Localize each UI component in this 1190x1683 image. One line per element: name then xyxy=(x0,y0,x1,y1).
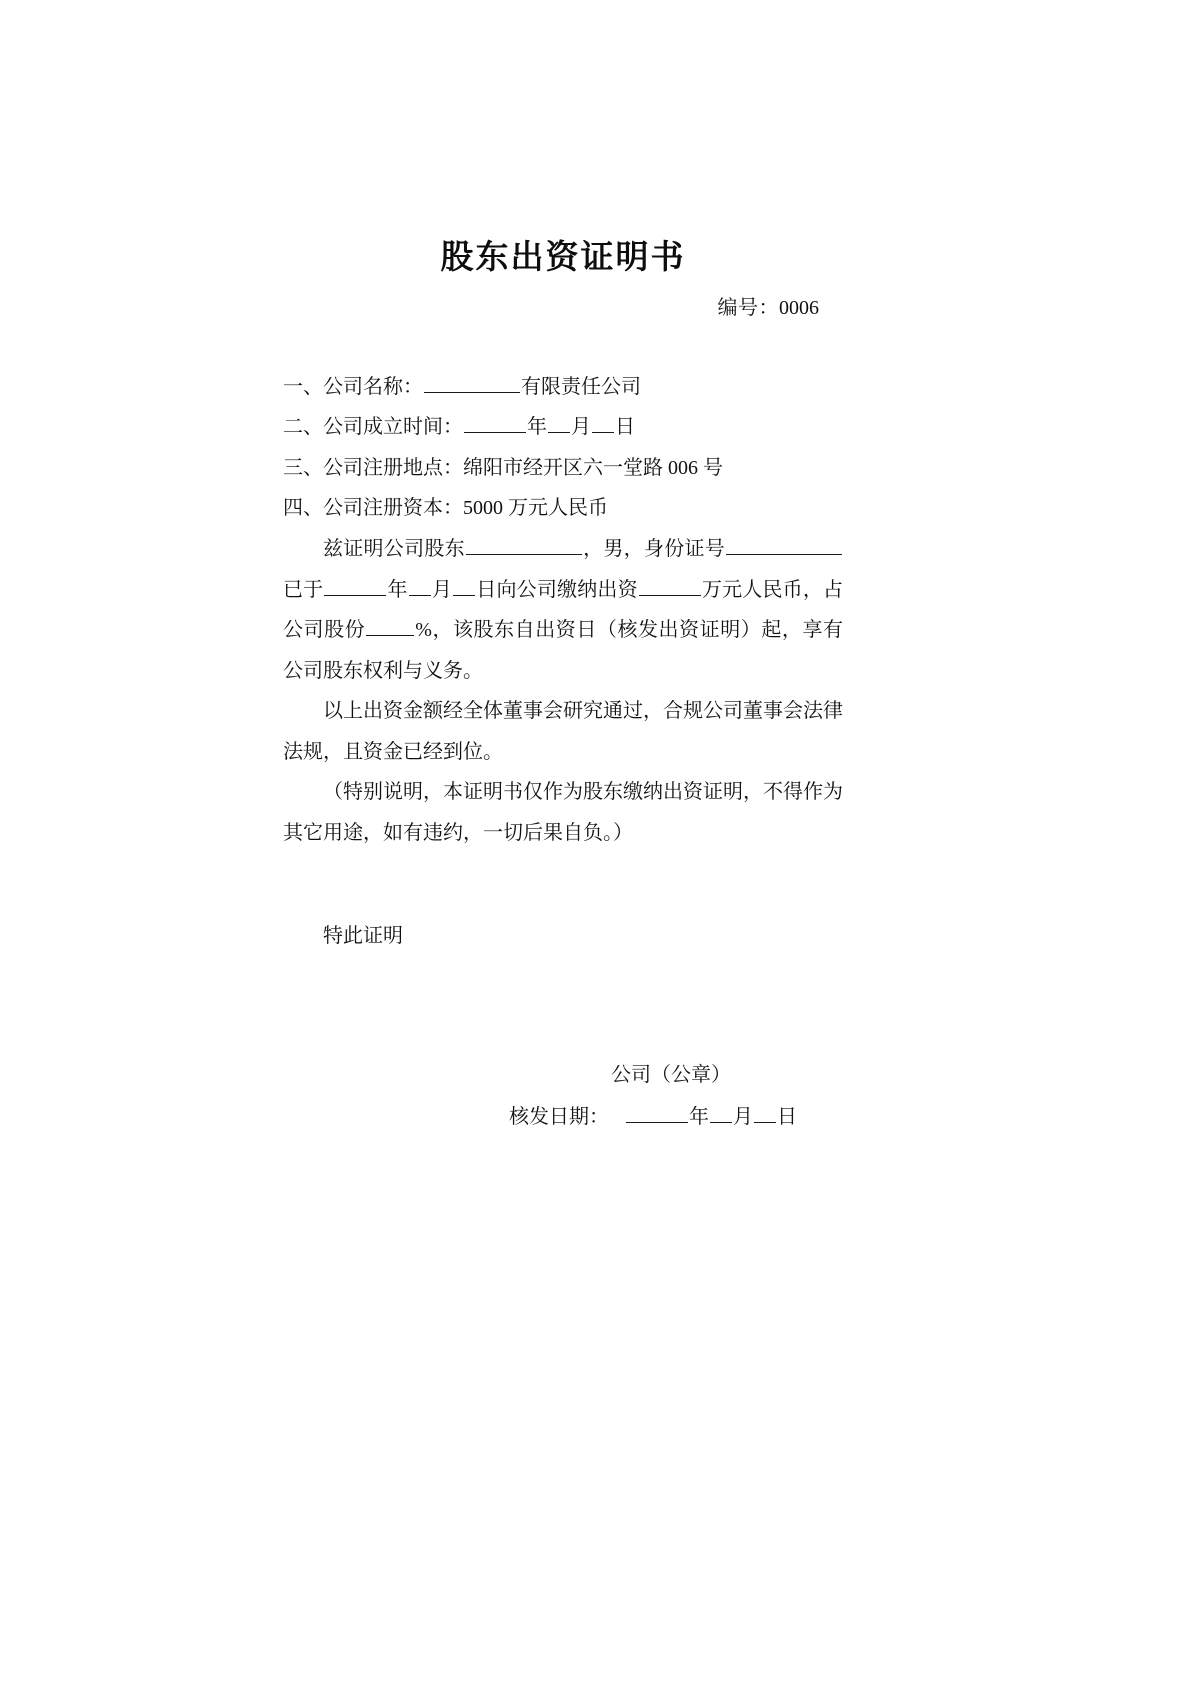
serial-number-row xyxy=(283,293,843,323)
statement-paid-prefix: 已于 xyxy=(283,578,324,601)
statement-amount-unit: 万元人民币，占公司股份 xyxy=(283,578,844,642)
serial-number-label: 编号： xyxy=(717,296,779,319)
company-name-blank[interactable] xyxy=(424,373,520,393)
clause-registered-capital xyxy=(283,488,843,529)
clause-4-index: 四、 xyxy=(283,497,323,520)
clause-3-label: 公司注册地点： xyxy=(323,456,463,479)
statement-gender-text: ，男，身份证号 xyxy=(582,537,726,560)
clause-3-index: 三、 xyxy=(283,456,323,479)
issue-year-blank[interactable] xyxy=(626,1103,688,1123)
signature-block xyxy=(283,1054,843,1138)
clause-2-year-unit: 年 xyxy=(527,416,547,439)
contribution-amount-blank[interactable] xyxy=(639,576,701,596)
document-content xyxy=(283,236,843,1138)
share-percent-blank[interactable] xyxy=(366,616,414,636)
board-approval-paragraph: 以上出资金额经全体董事会研究通过，合规公司董事会法律法规，且资金已经到位。 xyxy=(283,700,843,763)
issue-date-label: 核发日期： xyxy=(509,1106,609,1129)
clause-company-name xyxy=(283,367,843,408)
clause-1-index: 一、 xyxy=(283,375,323,398)
clause-2-label: 公司成立时间： xyxy=(323,416,463,439)
clause-2-day-unit: 日 xyxy=(615,416,635,439)
clause-registered-address xyxy=(283,448,843,489)
establish-month-blank[interactable] xyxy=(548,413,570,433)
statement-year-unit: 年 xyxy=(387,578,408,601)
issue-month-unit: 月 xyxy=(733,1106,753,1129)
issue-day-blank[interactable] xyxy=(754,1103,776,1123)
issue-date-row xyxy=(283,1096,843,1138)
clause-establish-date xyxy=(283,407,843,448)
issue-month-blank[interactable] xyxy=(710,1103,732,1123)
statement-lead-text: 兹证明公司股东 xyxy=(323,537,465,560)
company-seal-label: 公司（公章） xyxy=(611,1064,731,1087)
statement-percent-text: %，该股东自出资日（核发出资证明）起，享有公司股东权利与义务。 xyxy=(283,619,844,682)
statement-day-unit: 日向公司缴纳出资 xyxy=(476,578,638,601)
special-note-paragraph: （特别说明，本证明书仅作为股东缴纳出资证明，不得作为其它用途，如有违约，一切后果自负。） xyxy=(283,781,843,845)
establish-day-blank[interactable] xyxy=(592,413,614,433)
payment-year-blank[interactable] xyxy=(324,576,386,596)
clause-2-index: 二、 xyxy=(283,416,323,439)
page-title: 股东出资证明书 xyxy=(440,240,686,276)
serial-number-value: 0006 xyxy=(779,296,819,319)
payment-day-blank[interactable] xyxy=(453,576,475,596)
issue-year-unit: 年 xyxy=(689,1106,709,1129)
clause-4-label: 公司注册资本： xyxy=(323,497,463,520)
shareholder-statement-paragraph xyxy=(283,529,843,691)
shareholder-name-blank[interactable] xyxy=(466,535,582,555)
issue-day-unit: 日 xyxy=(777,1106,797,1129)
attestation-text: 特此证明 xyxy=(323,924,403,947)
id-number-blank[interactable] xyxy=(726,535,842,555)
clause-1-label: 公司名称： xyxy=(323,375,423,398)
payment-month-blank[interactable] xyxy=(409,576,431,596)
spacer-before-attestation xyxy=(283,854,843,916)
establish-year-blank[interactable] xyxy=(464,413,526,433)
statement-month-unit: 月 xyxy=(431,578,453,601)
spacer-before-signature xyxy=(283,956,843,1048)
clause-4-value: 5000 万元人民币 xyxy=(463,497,608,520)
clause-3-value: 绵阳市经开区六一堂路 006 号 xyxy=(463,456,723,479)
clause-2-month-unit: 月 xyxy=(571,416,591,439)
clause-1-suffix: 有限责任公司 xyxy=(521,375,641,398)
